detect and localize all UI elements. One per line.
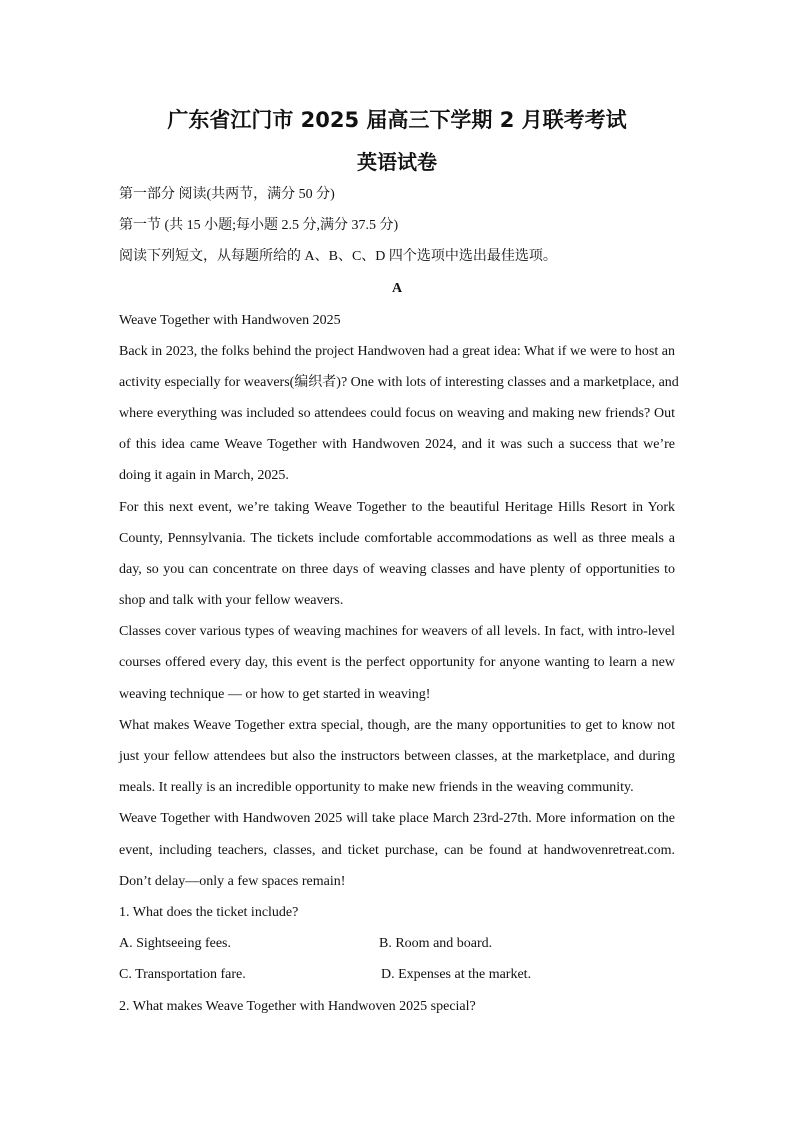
passage-line: weaving technique — or how to get started in weaving! — [119, 687, 431, 702]
passage-line: courses offered every day, this event is the perfect opportunity for anyone wanting to learn a new — [119, 655, 675, 670]
section-heading: 第一节 (共 15 小题;每小题 2.5 分,满分 37.5 分) — [119, 218, 399, 233]
passage-label: A — [391, 281, 403, 296]
directions: 阅读下列短文，从每题所给的 A、B、C、D 四个选项中选出最佳选项。 — [119, 249, 557, 264]
option-d: D. Expenses at the market. — [381, 967, 532, 982]
passage-line: doing it again in March, 2025. — [119, 468, 289, 483]
passage-line: where everything was included so attendees could focus on weaving and making new friends? Out — [119, 406, 675, 421]
passage-line: of this idea came Weave Together with Handwoven 2024, and it was such a success that we’re — [119, 437, 675, 452]
option-c: C. Transportation fare. — [119, 967, 246, 982]
passage-line: County, Pennsylvania. The tickets include comfortable accommodations as well as three meals a — [119, 531, 675, 546]
exam-title: 广东省江门市 2025 届高三下学期 2 月联考考试 — [167, 108, 627, 132]
exam-subtitle: 英语试卷 — [357, 150, 437, 174]
part-heading: 第一部分 阅读(共两节，满分 50 分) — [119, 187, 335, 202]
passage-line: day, so you can concentrate on three days of weaving classes and have plenty of opportunities to — [119, 562, 675, 577]
passage-line: event, including teachers, classes, and ticket purchase, can be found at handwovenretreat.com. — [119, 843, 675, 858]
passage-line: Back in 2023, the folks behind the project Handwoven had a great idea: What if we were to host an — [119, 344, 675, 359]
passage-line: For this next event, we’re taking Weave Together to the beautiful Heritage Hills Resort in York — [119, 500, 675, 515]
option-a: A. Sightseeing fees. — [119, 936, 231, 951]
question-stem: 2. What makes Weave Together with Handwoven 2025 special? — [119, 999, 476, 1014]
option-b: B. Room and board. — [379, 936, 493, 951]
passage-line: What makes Weave Together extra special, though, are the many opportunities to get to know not — [119, 718, 675, 733]
passage-heading: Weave Together with Handwoven 2025 — [119, 313, 341, 328]
passage-line: activity especially for weavers(编织者)? One with lots of interesting classes and a marketplace, and — [119, 375, 679, 390]
question-stem: 1. What does the ticket include? — [119, 905, 299, 920]
passage-line: meals. It really is an incredible opportunity to make new friends in the weaving community. — [119, 780, 634, 795]
passage-line: Weave Together with Handwoven 2025 will take place March 23rd-27th. More information on the — [119, 811, 675, 826]
passage-line: shop and talk with your fellow weavers. — [119, 593, 344, 608]
passage-line: just your fellow attendees but also the instructors between classes, at the marketplace, and during — [119, 749, 675, 764]
passage-line: Don’t delay—only a few spaces remain! — [119, 874, 346, 889]
passage-line: Classes cover various types of weaving machines for weavers of all levels. In fact, with intro-level — [119, 624, 675, 639]
